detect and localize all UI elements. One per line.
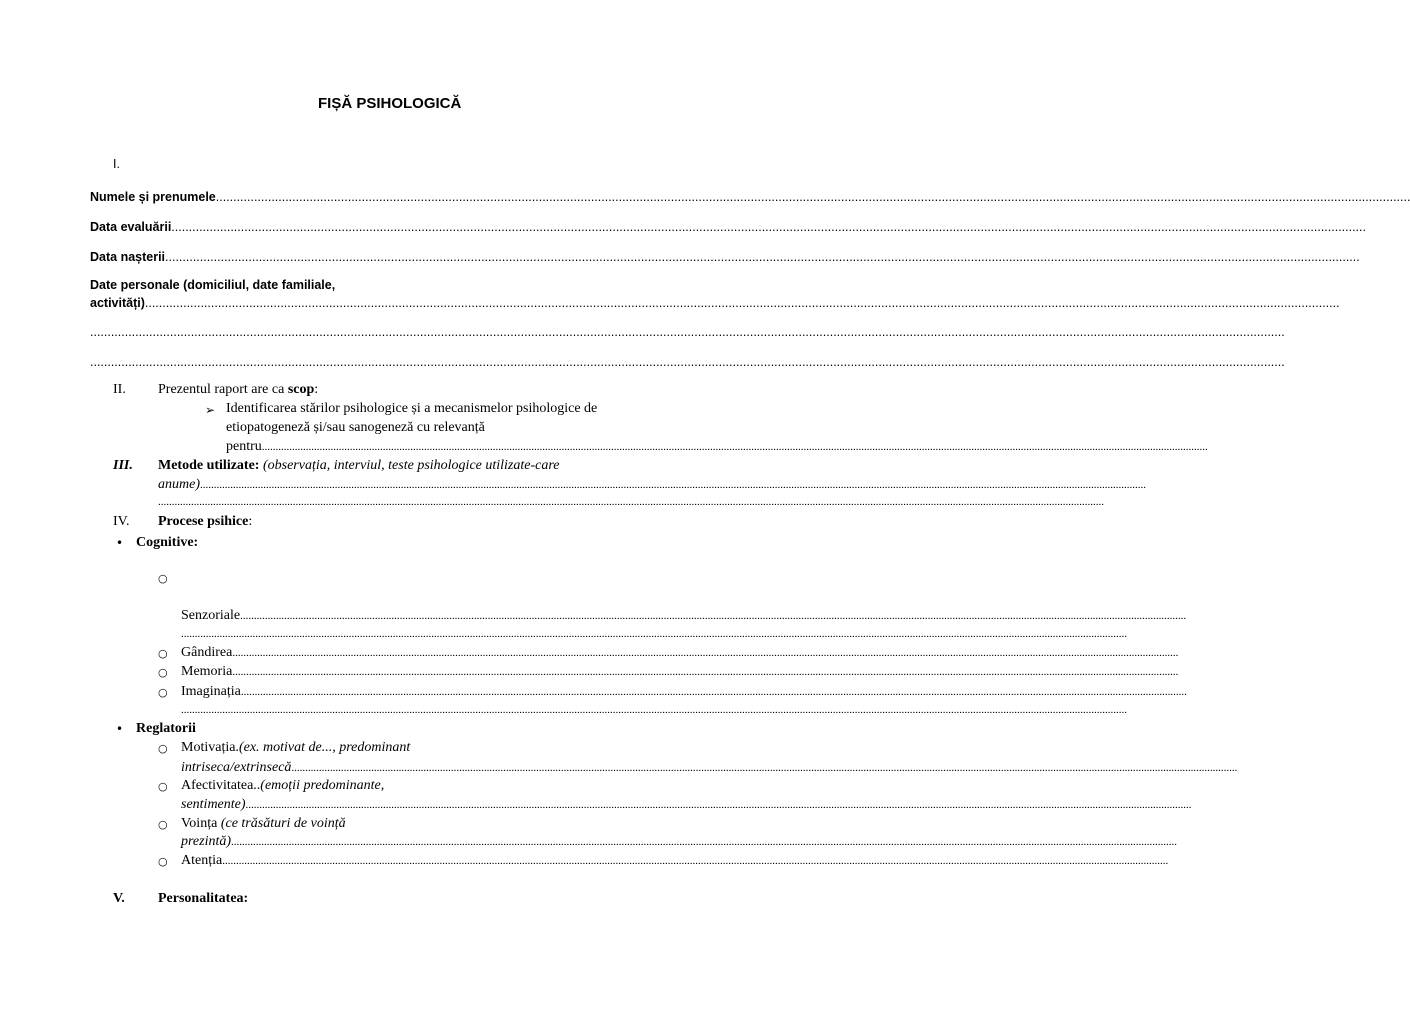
methods-label: Metode utilizate: (158, 458, 260, 473)
personal-data-row[interactable] (90, 296, 1340, 310)
motivation-dotted-line[interactable]: ........................................................................................................................................................................................................................................................................................................................................................ (291, 762, 1238, 774)
circle-bullet-icon: ○ (158, 572, 168, 585)
section-2-bullet-line-3: pentru (226, 439, 262, 454)
cognitive-label: Cognitive: (136, 535, 199, 550)
imagination-label: Imaginația (181, 684, 241, 699)
regulatory-label: Reglatorii (136, 721, 196, 736)
imagination-dotted-line-2[interactable]: ........................................................................................................................................................................................................................................................................................................................................................ (181, 704, 1127, 716)
disc-bullet-icon: • (116, 536, 124, 550)
section-2-intro (158, 382, 318, 398)
personal-data-dotted-line-3[interactable]: ........................................................................................................................................................................................................................................................................................................................................................ (90, 355, 1285, 369)
methods-dotted-line-2[interactable]: ........................................................................................................................................................................................................................................................................................................................................................ (158, 496, 1104, 508)
section-1-numeral: I. (113, 157, 120, 171)
circle-bullet-icon: ○ (158, 818, 168, 831)
sensory-row[interactable] (181, 608, 1187, 624)
sensory-dotted-line-2[interactable]: ........................................................................................................................................................................................................................................................................................................................................................ (181, 628, 1127, 640)
thinking-dotted-line[interactable]: ........................................................................................................................................................................................................................................................................................................................................................ (232, 647, 1179, 659)
section-4-numeral: IV. (113, 514, 130, 529)
motivation-label: Motivația. (181, 740, 239, 755)
circle-bullet-icon: ○ (158, 742, 168, 755)
memory-label: Memoria (181, 664, 233, 679)
methods-row[interactable] (158, 477, 1146, 493)
circle-bullet-icon: ○ (158, 647, 168, 660)
section-2-intro-text: Prezentul raport are ca (158, 382, 288, 397)
thinking-label: Gândirea (181, 645, 233, 660)
section-2-bullet-line-1: Identificarea stărilor psihologice și a mecanismelor psihologice de (226, 401, 598, 416)
birth-date-row[interactable] (90, 250, 1360, 264)
affectivity-label: Afectivitatea.. (181, 778, 261, 793)
imagination-row[interactable] (181, 684, 1187, 700)
will-heading (181, 816, 346, 832)
affectivity-detail-cont: sentimente) (181, 797, 246, 812)
will-dotted-line[interactable]: ........................................................................................................................................................................................................................................................................................................................................................ (231, 836, 1178, 848)
circle-bullet-icon: ○ (158, 780, 168, 793)
disc-bullet-icon: • (116, 722, 124, 736)
evaluation-date-dotted-line[interactable]: ........................................................................................................................................................................................................................................................................................................................................................ (171, 220, 1366, 234)
attention-row[interactable] (181, 853, 1169, 869)
section-2-scope: scop (287, 382, 315, 397)
motivation-heading (181, 740, 410, 756)
page-title: FIȘĂ PSIHOLOGICĂ (318, 95, 462, 112)
arrow-bullet-icon: ➢ (205, 403, 216, 417)
circle-bullet-icon: ○ (158, 666, 168, 679)
attention-dotted-line[interactable]: ........................................................................................................................................................................................................................................................................................................................................................ (222, 855, 1169, 867)
methods-detail: (observația, interviul, teste psihologice utilizate-care (262, 458, 560, 473)
imagination-dotted-line[interactable]: ........................................................................................................................................................................................................................................................................................................................................................ (240, 686, 1187, 698)
circle-bullet-icon: ○ (158, 855, 168, 868)
thinking-row[interactable] (181, 645, 1179, 661)
personal-data-label: Date personale (domiciliul, date familiale, (90, 278, 336, 292)
methods-dotted-line[interactable]: ........................................................................................................................................................................................................................................................................................................................................................ (200, 479, 1146, 491)
psychic-processes-label: Procese psihice (158, 514, 249, 529)
section-4-heading (158, 514, 252, 530)
methods-detail-cont: anume) (158, 477, 200, 492)
affectivity-detail: (emoții predominante, (260, 778, 385, 793)
memory-row[interactable] (181, 664, 1179, 680)
section-3-heading (158, 458, 560, 474)
will-detail: (ce trăsături de voință (220, 816, 346, 831)
motivation-detail: (ex. motivat de..., predominant (238, 740, 411, 755)
section-2-bullet-line-2: etiopatogeneză și/sau sanogeneză cu relevanță (226, 420, 485, 435)
evaluation-date-label: Data evaluării (90, 220, 172, 234)
section-5-numeral: V. (113, 891, 125, 906)
circle-bullet-icon: ○ (158, 686, 168, 699)
section-3-numeral: III. (113, 458, 133, 473)
birth-date-dotted-line[interactable]: ........................................................................................................................................................................................................................................................................................................................................................ (165, 250, 1360, 264)
evaluation-date-row[interactable] (90, 220, 1366, 234)
section-2-colon: : (314, 382, 319, 397)
memory-dotted-line[interactable]: ........................................................................................................................................................................................................................................................................................................................................................ (232, 666, 1179, 678)
personal-data-label-cont: activități) (90, 296, 145, 310)
name-field-row[interactable] (90, 190, 1410, 204)
will-row[interactable] (181, 834, 1178, 850)
name-label: Numele și prenumele (90, 190, 216, 204)
section-2-numeral: II. (113, 382, 126, 397)
affectivity-heading (181, 778, 384, 794)
scope-dotted-line[interactable]: ........................................................................................................................................................................................................................................................................................................................................................ (261, 441, 1208, 453)
name-dotted-line[interactable]: ........................................................................................................................................................................................................................................................................................................................................................ (215, 190, 1410, 204)
will-detail-cont: prezintă) (181, 834, 232, 849)
psychic-processes-colon: : (248, 514, 253, 529)
personal-data-dotted-line[interactable]: ........................................................................................................................................................................................................................................................................................................................................................ (144, 296, 1340, 310)
motivation-detail-cont: intriseca/extrinsecă (181, 760, 292, 775)
birth-date-label: Data nașterii (90, 250, 166, 264)
sensory-dotted-line[interactable]: ........................................................................................................................................................................................................................................................................................................................................................ (240, 610, 1187, 622)
affectivity-row[interactable] (181, 797, 1192, 813)
motivation-row[interactable] (181, 760, 1238, 776)
attention-label: Atenția (181, 853, 223, 868)
sensory-label: Senzoriale (181, 608, 241, 623)
affectivity-dotted-line[interactable]: ........................................................................................................................................................................................................................................................................................................................................................ (245, 799, 1192, 811)
personal-data-dotted-line-2[interactable]: ........................................................................................................................................................................................................................................................................................................................................................ (90, 325, 1285, 339)
personality-label: Personalitatea: (158, 891, 249, 906)
section-2-bullet-row-3[interactable] (226, 439, 1208, 455)
will-label: Voința (181, 816, 221, 831)
